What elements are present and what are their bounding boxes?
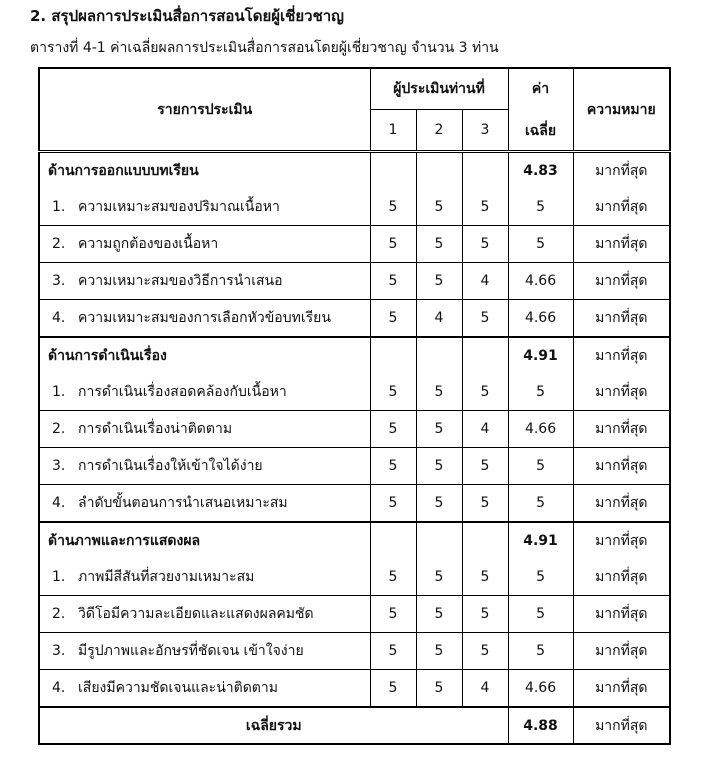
- section-meaning: มากที่สุด: [573, 522, 670, 559]
- empty-cell: [370, 152, 416, 190]
- item-average: 5: [508, 226, 573, 263]
- score-evaluator-1: 5: [370, 670, 416, 708]
- item-label: ความถูกต้องของเนื้อหา: [78, 236, 219, 252]
- item-label: ความเหมาะสมของวิธีการนำเสนอ: [78, 273, 283, 289]
- item-number: 3.: [52, 643, 66, 659]
- item-label: ความเหมาะสมของปริมาณเนื้อหา: [78, 199, 280, 215]
- item-meaning: มากที่สุด: [573, 411, 670, 448]
- section-average: 4.91: [508, 522, 573, 559]
- item-label: วิดีโอมีความละเอียดและแสดงผลคมชัด: [78, 606, 314, 622]
- section-average: 4.91: [508, 337, 573, 374]
- item-row: [39, 633, 670, 670]
- item-label: ภาพมีสีสันที่สวยงามเหมาะสม: [78, 569, 255, 585]
- score-evaluator-1: 5: [370, 559, 416, 596]
- total-average: 4.88: [508, 707, 573, 744]
- score-evaluator-3: 5: [462, 226, 508, 263]
- score-evaluator-2: 5: [416, 448, 462, 485]
- item-meaning: มากที่สุด: [573, 263, 670, 300]
- score-evaluator-1: 5: [370, 448, 416, 485]
- section-meaning: มากที่สุด: [573, 337, 670, 374]
- score-evaluator-2: 5: [416, 263, 462, 300]
- item-label: ความเหมาะสมของการเลือกหัวข้อบทเรียน: [78, 310, 331, 326]
- total-meaning: มากที่สุด: [573, 707, 670, 744]
- score-evaluator-1: 5: [370, 485, 416, 523]
- score-evaluator-2: 5: [416, 633, 462, 670]
- header-evaluators: ผู้ประเมินท่านที่: [370, 68, 508, 110]
- item-average: 5: [508, 559, 573, 596]
- item-meaning: มากที่สุด: [573, 670, 670, 708]
- score-evaluator-1: 5: [370, 300, 416, 338]
- item-label-cell: [39, 559, 370, 596]
- item-average: 5: [508, 189, 573, 226]
- empty-cell: [416, 152, 462, 190]
- header-average: [508, 68, 573, 152]
- item-number: 1.: [52, 384, 66, 400]
- score-evaluator-3: 4: [462, 411, 508, 448]
- item-label: การดำเนินเรื่องน่าติดตาม: [78, 421, 233, 437]
- section-row: [39, 522, 670, 559]
- score-evaluator-3: 4: [462, 670, 508, 708]
- score-evaluator-1: 5: [370, 633, 416, 670]
- item-number: 2.: [52, 236, 66, 252]
- item-row: [39, 189, 670, 226]
- score-evaluator-1: 5: [370, 596, 416, 633]
- item-average: 5: [508, 374, 573, 411]
- item-number: 4.: [52, 680, 66, 696]
- section-average: 4.83: [508, 152, 573, 190]
- score-evaluator-3: 5: [462, 596, 508, 633]
- item-row: [39, 485, 670, 523]
- total-label: เฉลี่ยรวม: [39, 707, 508, 744]
- header-evaluator-3: 3: [462, 110, 508, 152]
- item-meaning: มากที่สุด: [573, 485, 670, 523]
- item-average: 4.66: [508, 263, 573, 300]
- item-meaning: มากที่สุด: [573, 300, 670, 338]
- item-average: 5: [508, 448, 573, 485]
- score-evaluator-2: 5: [416, 670, 462, 708]
- item-row: [39, 226, 670, 263]
- item-number: 4.: [52, 310, 66, 326]
- section-row: [39, 337, 670, 374]
- score-evaluator-1: 5: [370, 189, 416, 226]
- score-evaluator-2: 5: [416, 596, 462, 633]
- item-average: 4.66: [508, 670, 573, 708]
- item-number: 3.: [52, 458, 66, 474]
- item-row: [39, 374, 670, 411]
- item-label: การดำเนินเรื่องให้เข้าใจได้ง่าย: [78, 458, 263, 474]
- score-evaluator-2: 4: [416, 300, 462, 338]
- score-evaluator-3: 5: [462, 633, 508, 670]
- total-row: [39, 707, 670, 744]
- empty-cell: [462, 152, 508, 190]
- item-meaning: มากที่สุด: [573, 596, 670, 633]
- item-row: [39, 670, 670, 708]
- empty-cell: [462, 337, 508, 374]
- table-caption: ตารางที่ 4-1 ค่าเฉลี่ยผลการประเมินสื่อการสอนโดยผู้เชี่ยวชาญ จำนวน 3 ท่าน: [30, 40, 499, 56]
- score-evaluator-3: 5: [462, 374, 508, 411]
- item-label-cell: [39, 226, 370, 263]
- score-evaluator-1: 5: [370, 374, 416, 411]
- item-meaning: มากที่สุด: [573, 559, 670, 596]
- item-average: 4.66: [508, 300, 573, 338]
- item-average: 5: [508, 633, 573, 670]
- section-meaning: มากที่สุด: [573, 152, 670, 190]
- item-label-cell: [39, 300, 370, 338]
- score-evaluator-2: 5: [416, 559, 462, 596]
- header-item: รายการประเมิน: [39, 68, 370, 152]
- item-number: 1.: [52, 199, 66, 215]
- item-label: เสียงมีความชัดเจนและน่าติดตาม: [78, 680, 278, 696]
- score-evaluator-3: 4: [462, 263, 508, 300]
- item-row: [39, 263, 670, 300]
- score-evaluator-2: 5: [416, 374, 462, 411]
- item-row: [39, 411, 670, 448]
- section-title: ด้านการดำเนินเรื่อง: [39, 337, 370, 374]
- empty-cell: [416, 522, 462, 559]
- score-evaluator-3: 5: [462, 300, 508, 338]
- item-row: [39, 448, 670, 485]
- score-evaluator-3: 5: [462, 448, 508, 485]
- item-average: 5: [508, 485, 573, 523]
- item-label-cell: [39, 263, 370, 300]
- item-row: [39, 596, 670, 633]
- score-evaluator-3: 5: [462, 189, 508, 226]
- item-label-cell: [39, 485, 370, 523]
- header-evaluator-1: 1: [370, 110, 416, 152]
- item-label: ลำดับขั้นตอนการนำเสนอเหมาะสม: [78, 495, 288, 511]
- section-title: ด้านการออกแบบบทเรียน: [39, 152, 370, 190]
- item-row: [39, 300, 670, 338]
- header-evaluator-2: 2: [416, 110, 462, 152]
- section-heading: 2. สรุปผลการประเมินสื่อการสอนโดยผู้เชี่ยวชาญ: [30, 7, 344, 25]
- score-evaluator-2: 5: [416, 485, 462, 523]
- item-number: 2.: [52, 421, 66, 437]
- score-evaluator-2: 5: [416, 411, 462, 448]
- section-title: ด้านภาพและการแสดงผล: [39, 522, 370, 559]
- item-label: มีรูปภาพและอักษรที่ชัดเจน เข้าใจง่าย: [78, 643, 304, 659]
- table-body: [39, 152, 670, 745]
- header-average-line2: เฉลี่ย: [524, 122, 557, 139]
- header-meaning: ความหมาย: [573, 68, 670, 152]
- item-label-cell: [39, 596, 370, 633]
- score-evaluator-1: 5: [370, 226, 416, 263]
- score-evaluator-1: 5: [370, 411, 416, 448]
- score-evaluator-2: 5: [416, 189, 462, 226]
- item-label-cell: [39, 670, 370, 708]
- item-row: [39, 559, 670, 596]
- section-row: [39, 152, 670, 190]
- empty-cell: [370, 337, 416, 374]
- item-meaning: มากที่สุด: [573, 374, 670, 411]
- score-evaluator-3: 5: [462, 559, 508, 596]
- item-number: 1.: [52, 569, 66, 585]
- empty-cell: [416, 337, 462, 374]
- item-meaning: มากที่สุด: [573, 448, 670, 485]
- item-average: 4.66: [508, 411, 573, 448]
- item-number: 4.: [52, 495, 66, 511]
- item-meaning: มากที่สุด: [573, 189, 670, 226]
- evaluation-table: [38, 67, 671, 745]
- item-label: การดำเนินเรื่องสอดคล้องกับเนื้อหา: [78, 384, 287, 400]
- empty-cell: [462, 522, 508, 559]
- item-label-cell: [39, 411, 370, 448]
- score-evaluator-2: 5: [416, 226, 462, 263]
- item-meaning: มากที่สุด: [573, 633, 670, 670]
- item-label-cell: [39, 374, 370, 411]
- item-meaning: มากที่สุด: [573, 226, 670, 263]
- item-label-cell: [39, 448, 370, 485]
- item-average: 5: [508, 596, 573, 633]
- score-evaluator-1: 5: [370, 263, 416, 300]
- item-number: 2.: [52, 606, 66, 622]
- item-label-cell: [39, 633, 370, 670]
- header-average-line1: ค่า: [531, 80, 550, 97]
- score-evaluator-3: 5: [462, 485, 508, 523]
- item-label-cell: [39, 189, 370, 226]
- empty-cell: [370, 522, 416, 559]
- item-number: 3.: [52, 273, 66, 289]
